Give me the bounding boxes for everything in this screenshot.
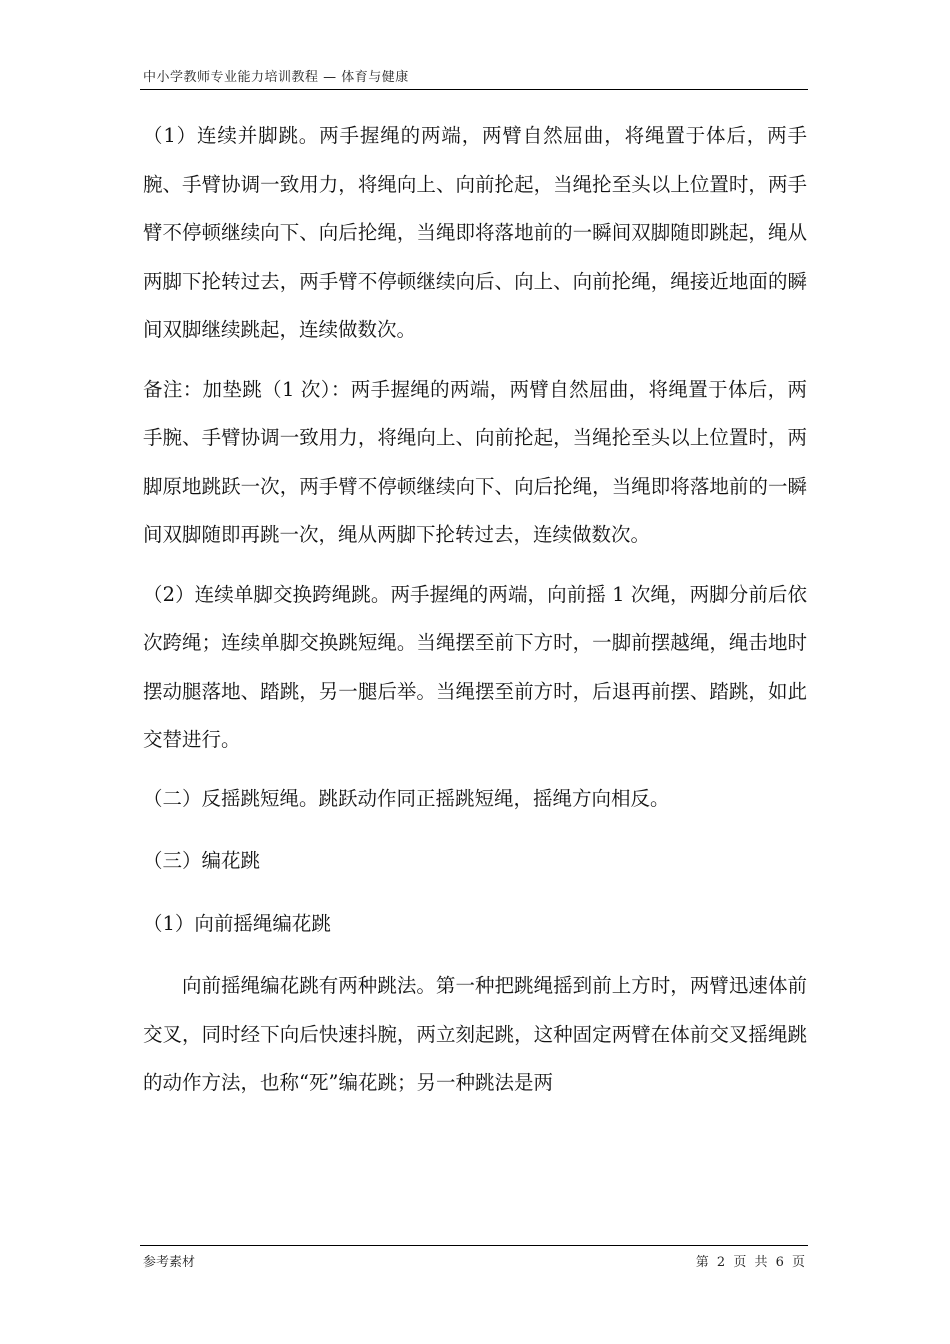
page-body [143,112,807,1108]
section-heading-cross-jump: （三）编花跳 [143,849,261,872]
paragraph-continuous-feet-jump: （1）连续并脚跳。两手握绳的两端，两臂自然屈曲，将绳置于体后，两手腕、手臂协调一致用力，将绳向上、向前抡起，当绳抡至头以上位置时，两手臂不停顿继续向下、向后抡绳，当绳即将落地前的一瞬间双脚随即跳起，绳从两脚下抡转过去，两手臂不停顿继续向后、向上、向前抡绳，绳接近地面的瞬间双脚继续跳起，连续做数次。 [143,124,807,341]
subsection-heading-forward-cross-jump: （1）向前摇绳编花跳 [143,911,331,935]
running-header: 中小学教师专业能力培训教程 — 体育与健康 [143,70,409,85]
page-number: 第 2 页 共 6 页 [695,1255,807,1270]
paragraph-alternating-step-jump: （2）连续单脚交换跨绳跳。两手握绳的两端，向前摇 1 次绳，两脚分前后依次跨绳；连续单脚交换跳短绳。当绳摆至前下方时，一脚前摆越绳，绳击地时摆动腿落地、踏跳，另一腿后举。当绳摆至前方时，后退再前摆、踏跳，如此交替进行。 [143,582,807,751]
paragraph-note-pad-jump: 备注：加垫跳（1 次）：两手握绳的两端，两臂自然屈曲，将绳置于体后，两手腕、手臂协调一致用力，将绳向上、向前抡起，当绳抡至头以上位置时，两脚原地跳跃一次，两手臂不停顿继续向下、向后抡绳，当绳即将落地前的一瞬间双脚随即再跳一次，绳从两脚下抡转过去，连续做数次。 [143,377,807,546]
footer-label: 参考素材 [143,1255,196,1270]
footer-divider [140,1245,808,1246]
paragraph-forward-cross-jump: 向前摇绳编花跳有两种跳法。第一种把跳绳摇到前上方时，两臂迅速体前交叉，同时经下向后快速抖腕，两立刻起跳，这种固定两臂在体前交叉摇绳跳的动作方法，也称“死”编花跳；另一种跳法是两 [143,974,807,1094]
header-divider [140,89,808,90]
section-heading-reverse-jump: （二）反摇跳短绳。跳跃动作同正摇跳短绳，摇绳方向相反。 [143,786,670,810]
